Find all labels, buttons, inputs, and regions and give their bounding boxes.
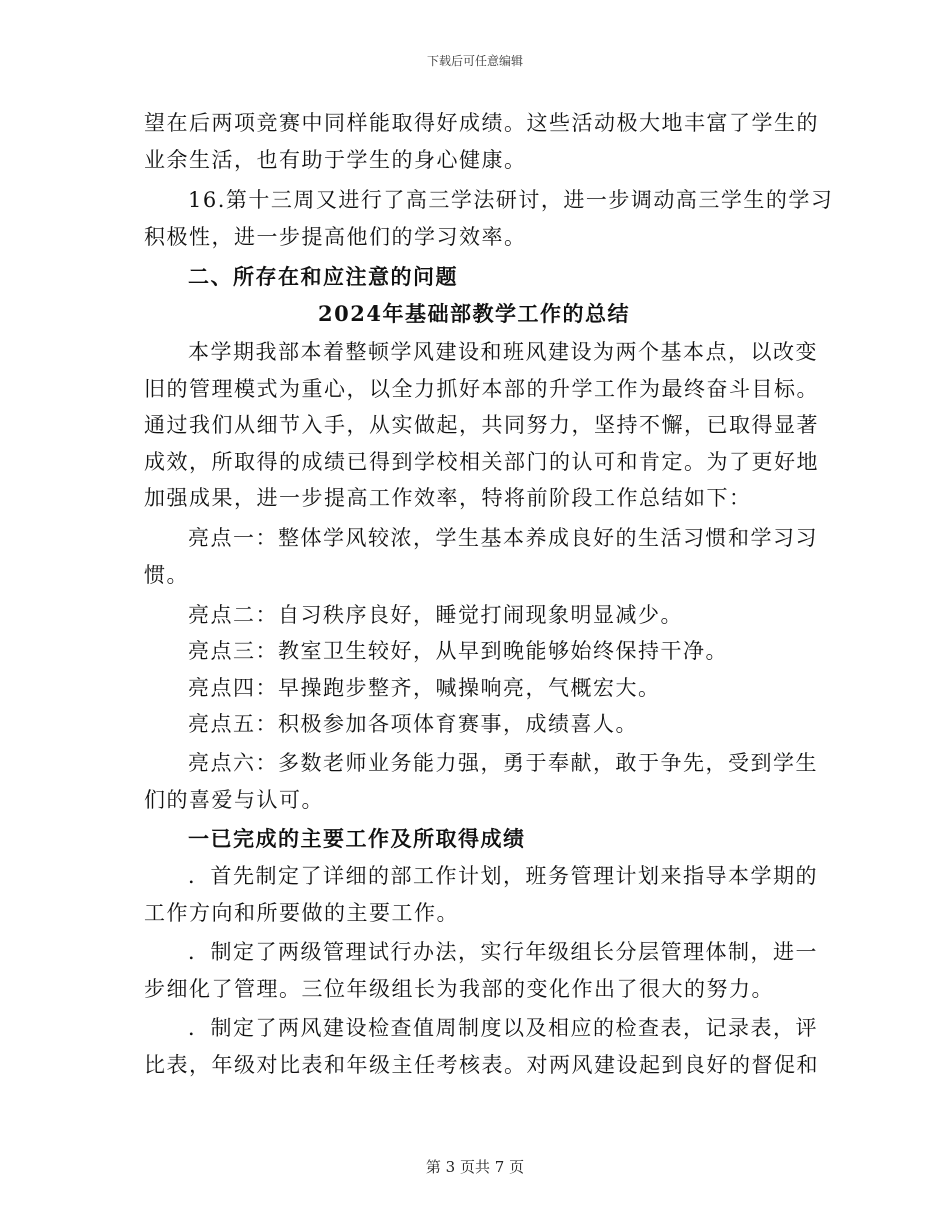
paragraph-line: 成效，所取得的成绩已得到学校相关部门的认可和肯定。为了更好地 bbox=[144, 450, 819, 474]
paragraph-line: 通过我们从细节入手，从实做起，共同努力，坚持不懈，已取得显著 bbox=[144, 413, 819, 437]
page-header: 下载后可任意编辑 bbox=[426, 54, 523, 68]
paragraph-line: ．制定了两级管理试行办法，实行年级组长分层管理体制，进一 bbox=[188, 940, 818, 964]
paragraph-line: 亮点三：教室卫生较好，从早到晚能够始终保持干净。 bbox=[188, 639, 728, 663]
paragraph-line: ．首先制定了详细的部工作计划，班务管理计划来指导本学期的 bbox=[188, 864, 818, 888]
paragraph-line: 比表，年级对比表和年级主任考核表。对两风建设起到良好的督促和 bbox=[144, 1053, 819, 1077]
paragraph-line: 16.第十三周又进行了高三学法研讨，进一步调动高三学生的学习 bbox=[188, 188, 834, 212]
section-heading: 一已完成的主要工作及所取得成绩 bbox=[188, 826, 526, 851]
paragraph-line: 加强成果，进一步提高工作效率，特将前阶段工作总结如下： bbox=[144, 486, 752, 510]
section-heading: 二、所存在和应注意的问题 bbox=[188, 264, 458, 289]
paragraph-line: 工作方向和所要做的主要工作。 bbox=[144, 901, 459, 925]
paragraph-line: 亮点四：早操跑步整齐，喊操响亮，气概宏大。 bbox=[188, 676, 661, 700]
paragraph-line: 积极性，进一步提高他们的学习效率。 bbox=[144, 225, 527, 249]
document-title: 2024年基础部教学工作的总结 bbox=[318, 301, 630, 326]
paragraph-line: 旧的管理模式为重心，以全力抓好本部的升学工作为最终奋斗目标。 bbox=[144, 377, 819, 401]
page-footer: 第 3 页共 7 页 bbox=[425, 1158, 525, 1176]
paragraph-line: 们的喜爱与认可。 bbox=[144, 788, 324, 812]
paragraph-line: 亮点一：整体学风较浓，学生基本养成良好的生活习惯和学习习 bbox=[188, 526, 818, 550]
paragraph-line: 惯。 bbox=[144, 563, 189, 587]
paragraph-line: ．制定了两风建设检查值周制度以及相应的检查表，记录表，评 bbox=[188, 1016, 818, 1040]
paragraph-line: 步细化了管理。三位年级组长为我部的变化作出了很大的努力。 bbox=[144, 977, 774, 1001]
paragraph-line: 本学期我部本着整顿学风建设和班风建设为两个基本点，以改变 bbox=[188, 340, 818, 364]
paragraph-line: 亮点五：积极参加各项体育赛事，成绩喜人。 bbox=[188, 712, 638, 736]
paragraph-line: 亮点六：多数老师业务能力强，勇于奉献，敢于争先，受到学生 bbox=[188, 751, 818, 775]
paragraph-line: 业余生活，也有助于学生的身心健康。 bbox=[144, 148, 527, 172]
paragraph-line: 望在后两项竞赛中同样能取得好成绩。这些活动极大地丰富了学生的 bbox=[144, 111, 819, 135]
paragraph-line: 亮点二：自习秩序良好，睡觉打闹现象明显减少。 bbox=[188, 603, 683, 627]
